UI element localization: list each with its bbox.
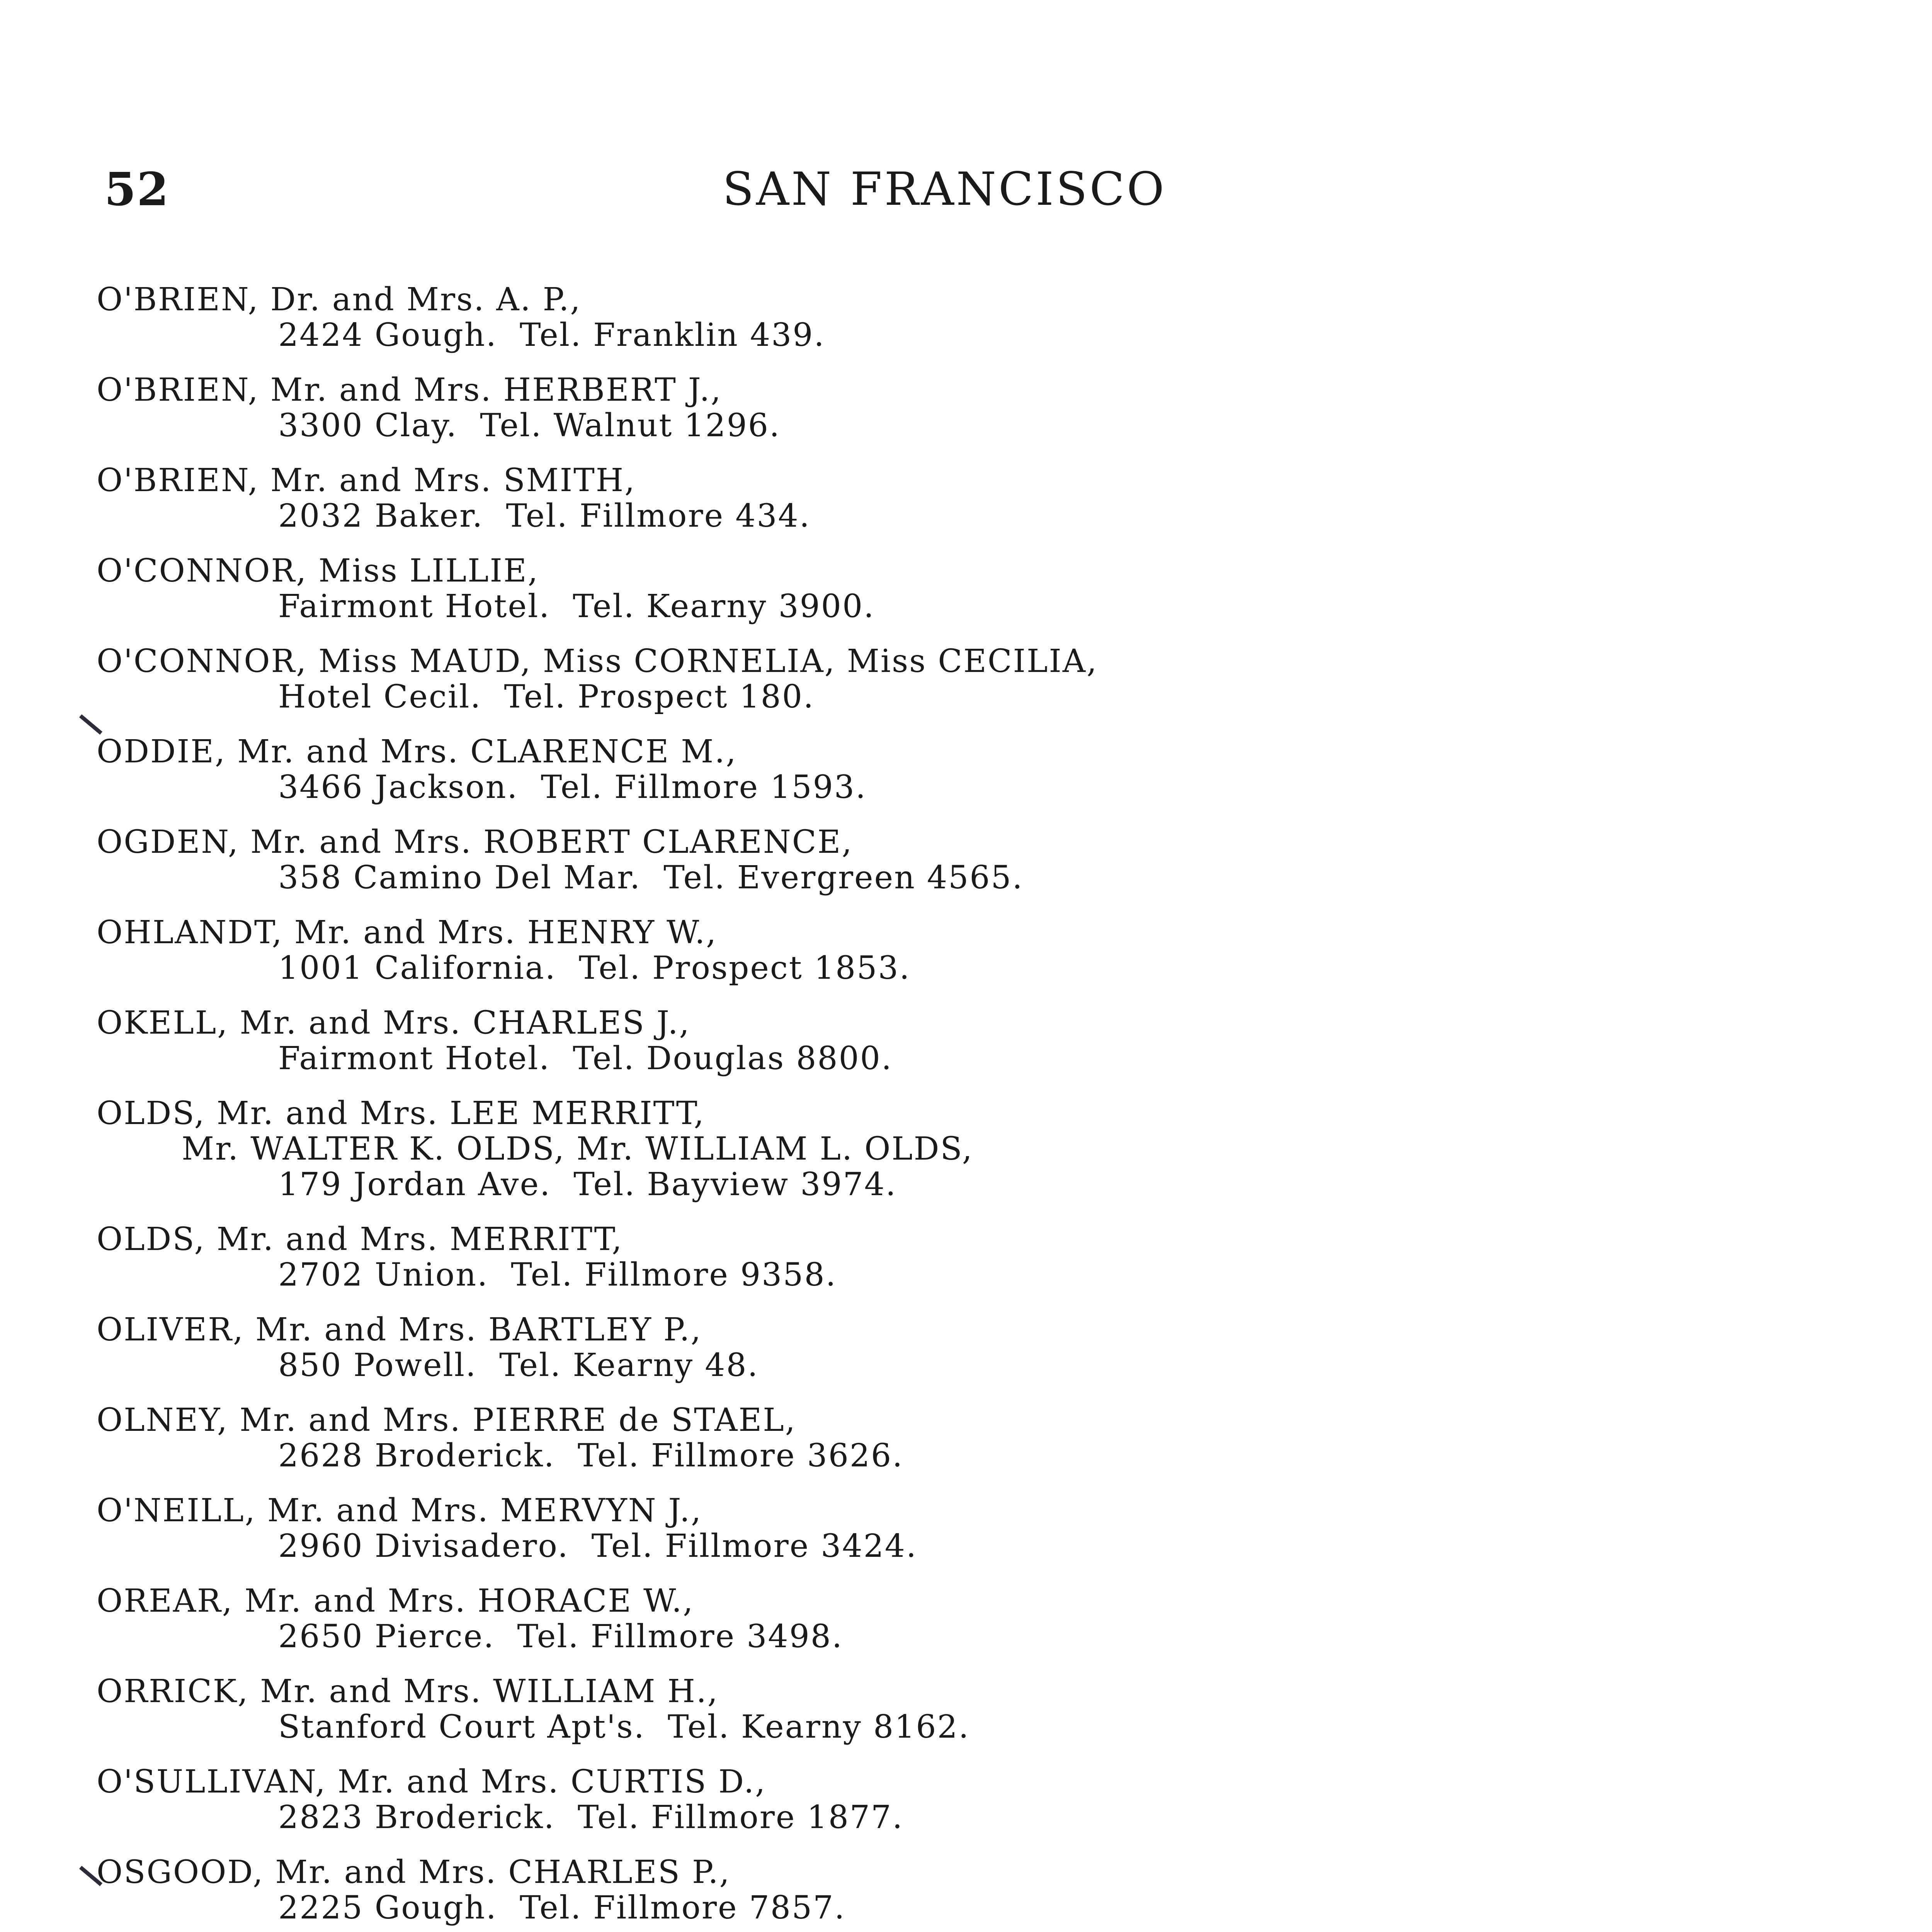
entry-name: ORRICK, Mr. and Mrs. WILLIAM H.,: [97, 1673, 719, 1710]
entry-name: OSGOOD, Mr. and Mrs. CHARLES P.,: [97, 1854, 731, 1891]
entry-name: ODDIE, Mr. and Mrs. CLARENCE M.,: [97, 733, 737, 770]
directory-entry: [97, 734, 1835, 805]
entry-address: Fairmont Hotel. Tel. Kearny 3900.: [278, 588, 875, 625]
entry-address: 179 Jordan Ave. Tel. Bayview 3974.: [278, 1166, 897, 1203]
directory-entry: [97, 1096, 1835, 1202]
directory-entry: [97, 1764, 1835, 1835]
directory-entry: [97, 1855, 1835, 1926]
directory-entries: [97, 282, 1835, 1932]
entry-name: OLDS, Mr. and Mrs. MERRITT,: [97, 1221, 623, 1258]
directory-entry: [97, 1403, 1835, 1474]
page-number: 52: [104, 162, 170, 216]
entry-name: O'CONNOR, Miss LILLIE,: [97, 553, 539, 589]
entry-name: OGDEN, Mr. and Mrs. ROBERT CLARENCE,: [97, 824, 853, 861]
directory-entry: [97, 553, 1835, 624]
entry-address: 2225 Gough. Tel. Fillmore 7857.: [278, 1889, 846, 1926]
entry-name: OLDS, Mr. and Mrs. LEE MERRITT,: [97, 1095, 705, 1132]
entry-address: 2032 Baker. Tel. Fillmore 434.: [278, 498, 811, 534]
entry-additional-names: Mr. WALTER K. OLDS, Mr. WILLIAM L. OLDS,: [182, 1131, 973, 1167]
entry-address: Hotel Cecil. Tel. Prospect 180.: [278, 679, 815, 715]
entry-address: 2650 Pierce. Tel. Fillmore 3498.: [278, 1618, 843, 1655]
directory-entry: [97, 463, 1835, 534]
entry-address: 2702 Union. Tel. Fillmore 9358.: [278, 1257, 837, 1293]
entry-name: OLNEY, Mr. and Mrs. PIERRE de STAEL,: [97, 1402, 796, 1439]
directory-entry: [97, 1674, 1835, 1745]
entry-name: O'BRIEN, Mr. and Mrs. HERBERT J.,: [97, 372, 722, 408]
directory-entry: [97, 1312, 1835, 1383]
directory-entry: [97, 1493, 1835, 1564]
directory-entry: [97, 372, 1835, 444]
entry-name: O'BRIEN, Mr. and Mrs. SMITH,: [97, 462, 636, 499]
entry-address: 3466 Jackson. Tel. Fillmore 1593.: [278, 769, 867, 806]
directory-entry: [97, 1222, 1835, 1293]
entry-name: OLIVER, Mr. and Mrs. BARTLEY P.,: [97, 1311, 702, 1348]
entry-address: 358 Camino Del Mar. Tel. Evergreen 4565.: [278, 859, 1024, 896]
entry-address: Fairmont Hotel. Tel. Douglas 8800.: [278, 1040, 893, 1077]
directory-entry: [97, 644, 1835, 715]
entry-address: 850 Powell. Tel. Kearny 48.: [278, 1347, 759, 1384]
entry-name: OHLANDT, Mr. and Mrs. HENRY W.,: [97, 914, 718, 951]
entry-name: O'SULLIVAN, Mr. and Mrs. CURTIS D.,: [97, 1764, 767, 1800]
entry-address: 3300 Clay. Tel. Walnut 1296.: [278, 407, 781, 444]
entry-name: O'CONNOR, Miss MAUD, Miss CORNELIA, Miss CECILIA,: [97, 643, 1098, 680]
entry-address: Stanford Court Apt's. Tel. Kearny 8162.: [278, 1709, 970, 1745]
directory-entry: [97, 915, 1835, 986]
running-head: SAN FRANCISCO: [723, 162, 1167, 216]
directory-entry: [97, 282, 1835, 353]
directory-entry: [97, 1005, 1835, 1077]
entry-address: 1001 California. Tel. Prospect 1853.: [278, 950, 911, 986]
directory-entry: [97, 1583, 1835, 1655]
page-header: [104, 162, 1882, 240]
entry-address: 2823 Broderick. Tel. Fillmore 1877.: [278, 1799, 904, 1836]
entry-address: 2424 Gough. Tel. Franklin 439.: [278, 317, 825, 354]
entry-name: OKELL, Mr. and Mrs. CHARLES J.,: [97, 1005, 690, 1041]
directory-entry: [97, 825, 1835, 896]
entry-name: O'NEILL, Mr. and Mrs. MERVYN J.,: [97, 1492, 702, 1529]
entry-address: 2628 Broderick. Tel. Fillmore 3626.: [278, 1437, 904, 1474]
entry-name: OREAR, Mr. and Mrs. HORACE W.,: [97, 1583, 694, 1619]
entry-address: 2960 Divisadero. Tel. Fillmore 3424.: [278, 1528, 918, 1565]
entry-name: O'BRIEN, Dr. and Mrs. A. P.,: [97, 281, 582, 318]
